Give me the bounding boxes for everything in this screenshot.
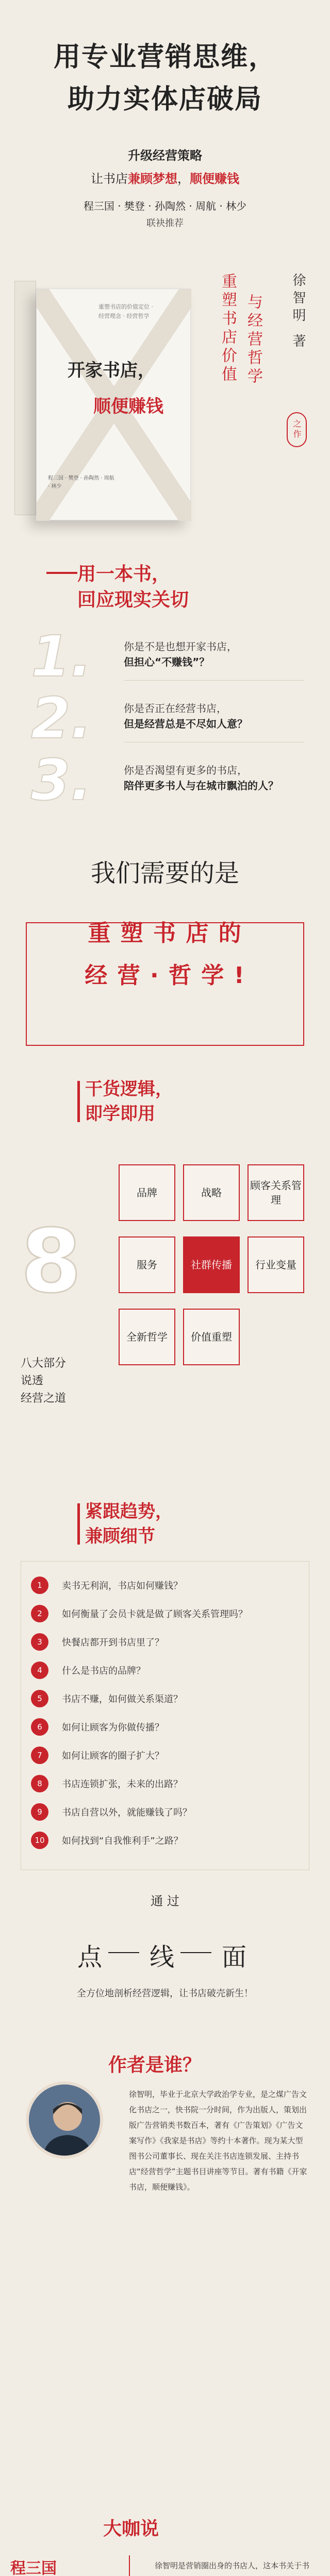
cell-brand: 品牌 [119, 1164, 175, 1221]
philosophy-section [0, 850, 330, 1077]
index-badge: 3 [31, 1633, 48, 1651]
number-1: 1. [31, 623, 92, 689]
list-item-text: 如何找到“自我惟利手”之路？ [62, 1836, 183, 1846]
big-eight: 8 [21, 1211, 82, 1313]
list-item-text: 书店不赚，如何做关系渠道？ [62, 1694, 183, 1705]
hero-tagline [0, 168, 330, 187]
vertical-title2: 与经营哲学 [244, 294, 262, 386]
details-section [0, 1499, 330, 2045]
hero-title-line2: 助力实体店破局 [67, 84, 262, 115]
list-item-text: 快餐店都开到书店里了？ [62, 1637, 164, 1648]
book-title2: 顺便赚钱 [93, 396, 163, 417]
author-bio: 徐智明，毕业于北京大学政治学专业，是之煤广告文化书店之一，快书院一分时间，作为出版人，策划出版广告营销类书数百本，著有《广告策划》《广告文案写作》《我家是书店》等约十本著作。现为某大型图书公司董事长、现在关注书店连锁发展、主持书店“经营哲学”主题书目讲座等节目。著有书籍《开家书店，顺便赚钱》。 [129, 2090, 307, 2192]
list-item [31, 1803, 304, 1821]
author-title: 作者是谁？ [108, 2055, 202, 2076]
cell-philosophy: 全新哲学 [119, 1309, 175, 1365]
vertical-title1: 重塑书店价值 [219, 273, 237, 384]
list-item [31, 1662, 304, 1679]
questions-section [0, 562, 330, 850]
endorser-quote: 徐智明是营销圈出身的书店人，这本书关于书 [155, 2561, 310, 2570]
details-title [85, 1499, 173, 1549]
number-2: 2. [31, 685, 92, 751]
endorsements-section [0, 2509, 330, 2576]
author-photo-figure [29, 2084, 103, 2159]
tagline-mid: ， [177, 172, 190, 186]
list-item-text: 如何衡量了会员卡就是做了顾客关系管理吗？ [62, 1609, 248, 1620]
line-label: 线 [150, 1943, 175, 1972]
hero-section [0, 0, 330, 562]
dot-line-face-caption: 全方位地剖析经营逻辑，让书店破壳新生！ [77, 1988, 253, 1999]
book-title1: 开家书店， [68, 360, 155, 381]
hero-title-line1: 用专业营销思维， [53, 42, 276, 73]
work-badge: 之作 [287, 412, 307, 447]
dash-line [180, 1952, 211, 1954]
title-accent-line [46, 572, 77, 574]
question-2-bold: 但是经营总是不尽如人意？ [124, 718, 248, 730]
eight-label-1: 八大部分 [21, 1357, 67, 1370]
book-recommenders: 程三国 · 樊登 · 孙陶然 · 周航 · 林少 [48, 476, 114, 489]
tagline-prefix: 让书店 [91, 172, 128, 186]
dash-line [108, 1952, 139, 1954]
list-item-text: 如何让顾客的圈子扩大？ [62, 1751, 164, 1761]
cell-value: 价值重塑 [183, 1309, 240, 1365]
recommenders-label: 联袂推荐 [146, 218, 184, 229]
book-cover [36, 289, 191, 520]
index-badge: 1 [31, 1577, 48, 1594]
philosophy-red-line2: 经 营 · 哲 学 ! [85, 962, 245, 989]
questions-title-line1: 用一本书， [77, 564, 171, 585]
divider [124, 680, 304, 681]
dot-label: 点 [77, 1943, 103, 1972]
endorsements-title: 大咖说 [103, 2518, 159, 2539]
list-item [31, 1747, 304, 1764]
timeline-line [129, 2555, 130, 2576]
index-badge: 6 [31, 1718, 48, 1736]
questions-title [77, 562, 189, 613]
list-item [31, 1690, 304, 1707]
hero-subtitle: 升级经营策略 [128, 148, 202, 163]
cell-strategy: 战略 [183, 1164, 240, 1221]
question-1-text: 你是不是也想开家书店， [124, 640, 237, 653]
question-1 [124, 639, 309, 670]
index-badge: 8 [31, 1775, 48, 1792]
logic-title-line2: 即学即用 [85, 1104, 155, 1124]
list-item [31, 1633, 304, 1651]
book-spine [14, 281, 36, 515]
endorser-name: 程三国 [10, 2560, 57, 2576]
question-3-text: 你是否渴望有更多的书店， [124, 764, 248, 776]
logic-title-line1: 干货逻辑， [85, 1079, 173, 1099]
philosophy-frame [26, 922, 304, 1046]
index-badge: 5 [31, 1690, 48, 1707]
index-badge: 2 [31, 1605, 48, 1622]
eight-parts-label [21, 1355, 66, 1408]
list-item [31, 1605, 304, 1622]
face-label: 面 [222, 1943, 247, 1972]
book-blurb: 重塑书店的价值定位 · 经营理念 · 经营哲学 [98, 303, 153, 319]
list-item [31, 1718, 304, 1736]
tagline-b2: 顺便赚钱 [190, 172, 239, 186]
number-3: 3. [31, 747, 92, 813]
cell-community: 社群传播 [183, 1236, 240, 1293]
eight-label-2: 说透 [21, 1375, 44, 1387]
question-2-text: 你是否正在经营书店， [124, 702, 227, 715]
philosophy-title: 我们需要的是 [90, 859, 239, 888]
title-accent-bar [77, 1503, 80, 1545]
recommenders: 程三国 · 樊登 · 孙陶然 · 周航 · 林少 [83, 200, 247, 212]
index-badge: 10 [31, 1832, 48, 1849]
cell-service: 服务 [119, 1236, 175, 1293]
question-2 [124, 701, 309, 732]
author-vertical: 徐智明 著 [290, 273, 306, 352]
cell-crm: 顾客关系管理 [248, 1164, 304, 1221]
list-item-text: 什么是书店的品牌？ [62, 1666, 145, 1676]
title-accent-bar [77, 1081, 80, 1122]
list-item-text: 如何让顾客为你做传播？ [62, 1722, 164, 1733]
logic-section [0, 1077, 330, 1499]
eight-label-3: 经营之道 [21, 1392, 67, 1405]
author-photo [26, 2081, 103, 2159]
list-item-text: 书店连锁扩张，未来的出路？ [62, 1779, 183, 1790]
details-title-line2: 兼顾细节 [85, 1526, 155, 1547]
question-3 [124, 762, 309, 793]
list-item [31, 1832, 304, 1849]
list-item-text: 书店自营以外，就能赚钱了吗？ [62, 1807, 192, 1818]
list-item-text: 卖书无利润，书店如何赚钱？ [62, 1581, 183, 1591]
questions-title-line2: 回应现实关切 [77, 589, 189, 611]
question-1-bold: 但担心“不赚钱”？ [124, 656, 210, 668]
dot-line-face [0, 1927, 330, 1978]
philosophy-red-line1: 重 塑 书 店 的 [88, 920, 242, 946]
details-title-line1: 紧跟趋势， [85, 1501, 173, 1522]
logic-title [85, 1077, 173, 1126]
cell-industry: 行业变量 [248, 1236, 304, 1293]
index-badge: 9 [31, 1803, 48, 1821]
index-badge: 4 [31, 1662, 48, 1679]
list-item [31, 1775, 304, 1792]
list-item [31, 1577, 304, 1594]
through-label: 通 过 [151, 1894, 179, 1908]
question-3-bold: 陪伴更多书人与在城市飘泊的人？ [124, 779, 278, 792]
tagline-b1: 兼顾梦想 [128, 172, 177, 186]
author-section [0, 2045, 330, 2509]
index-badge: 7 [31, 1747, 48, 1764]
